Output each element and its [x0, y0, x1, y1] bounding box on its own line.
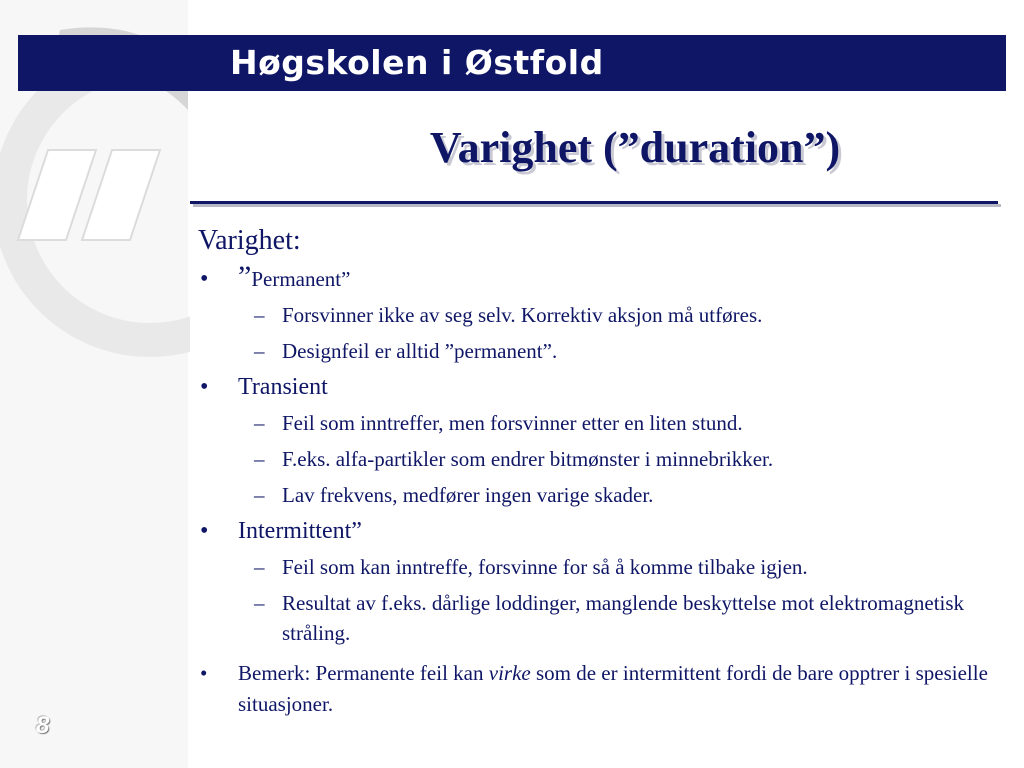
title-divider: [190, 201, 998, 204]
sub-item-text: Lav frekvens, medfører ingen varige skader.: [282, 483, 654, 507]
bullet-item-permanent: [198, 260, 988, 294]
sub-item: [198, 552, 988, 582]
dash-icon: –: [254, 555, 265, 579]
header-bar: [18, 35, 1006, 91]
bullet-icon: •: [200, 374, 209, 400]
note-emphasis: virke: [488, 661, 531, 685]
sub-item: [198, 588, 988, 648]
sub-item: [198, 336, 988, 366]
dash-icon: –: [254, 591, 265, 615]
bullet-item-note: [198, 658, 988, 720]
sub-item: [198, 408, 988, 438]
bullet-icon: •: [200, 266, 209, 292]
institution-name: Høgskolen i Østfold: [230, 43, 604, 82]
intro-heading: Varighet:: [198, 225, 301, 256]
sub-item-text: Resultat av f.eks. dårlige loddinger, manglende beskyttelse mot elektromagnetisk stråling.: [282, 591, 965, 645]
dash-icon: –: [254, 483, 265, 507]
dash-icon: –: [254, 411, 265, 435]
bullet-icon: •: [200, 661, 208, 685]
dash-icon: –: [254, 447, 265, 471]
sub-item-text: Designfeil er alltid ”permanent”.: [282, 339, 558, 363]
bullet-item-intermittent: [198, 516, 988, 546]
bullet-label: Permanent”: [251, 267, 351, 291]
open-quote: ”: [238, 260, 252, 293]
logo-watermark-icon: [0, 0, 190, 768]
sub-item-text: Feil som kan inntreffe, forsvinne for så å komme tilbake igjen.: [282, 555, 808, 579]
sub-item: [198, 444, 988, 474]
sub-item-text: F.eks. alfa-partikler som endrer bitmønster i minnebrikker.: [282, 447, 774, 471]
bullet-item-transient: [198, 372, 988, 402]
page-number: 8: [36, 712, 50, 739]
sub-item: [198, 300, 988, 330]
bullet-icon: •: [200, 518, 209, 544]
bullet-label: Transient: [238, 374, 328, 400]
sub-item: [198, 480, 988, 510]
note-text-start: Bemerk: Permanente feil kan: [238, 661, 489, 685]
dash-icon: –: [254, 339, 265, 363]
dash-icon: –: [254, 303, 265, 327]
bullet-label: Intermittent”: [238, 518, 362, 544]
note-text-end: som de er intermittent fordi de bare opptrer i spesielle situasjoner.: [238, 661, 988, 716]
slide-content: [198, 224, 988, 726]
sub-item-text: Forsvinner ikke av seg selv. Korrektiv aksjon må utføres.: [282, 303, 763, 327]
sub-item-text: Feil som inntreffer, men forsvinner etter en liten stund.: [282, 411, 743, 435]
slide-title: Varighet (”duration”): [429, 123, 841, 172]
